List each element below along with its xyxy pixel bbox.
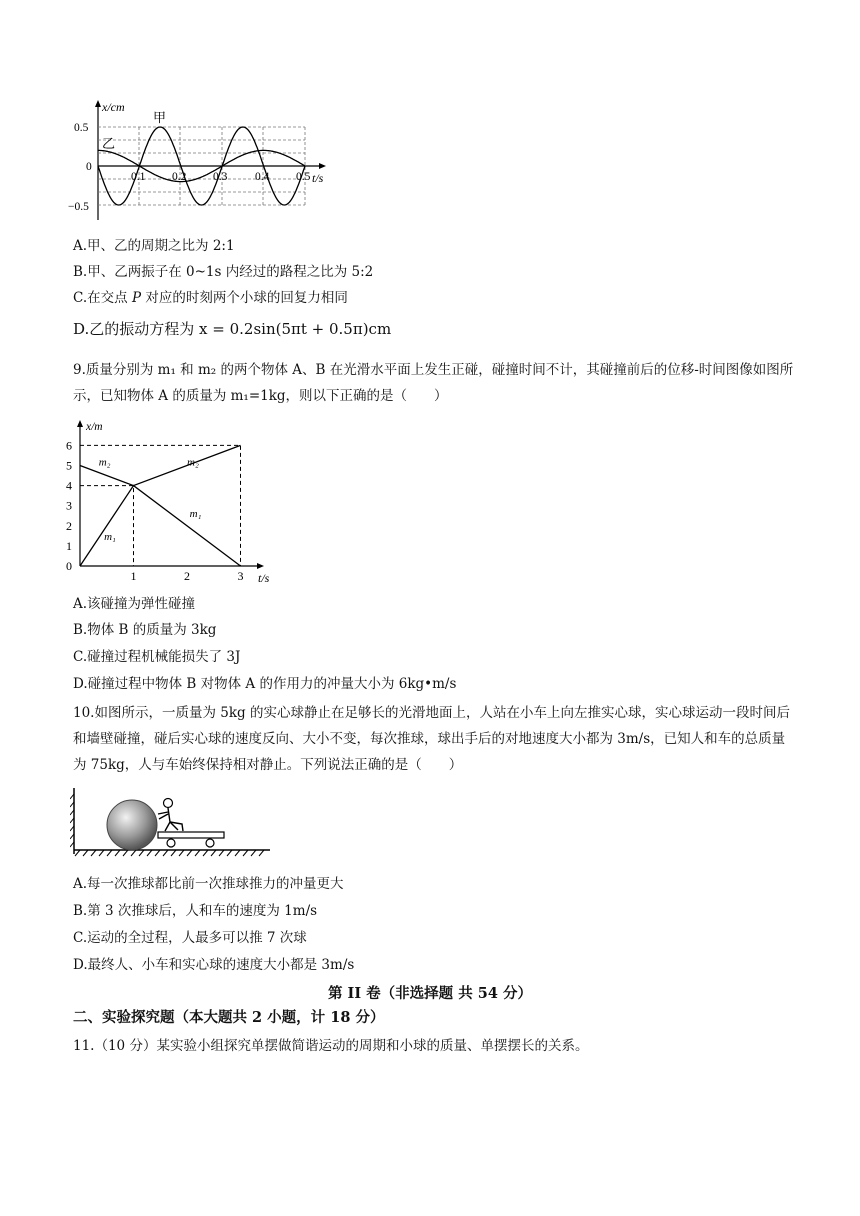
y-tick-neg-0.5: −0.5 <box>68 201 89 213</box>
section-title: 第 II 卷（非选择题 共 54 分） <box>328 985 532 1002</box>
q10-option-a: A.每一次推球都比前一次推球推力的冲量更大 <box>73 876 344 892</box>
displacement-time-chart <box>60 418 290 588</box>
question-9-text: 9.质量分别为 m₁ 和 m₂ 的两个物体 A、B 在光滑水平面上发生正碰，碰撞时间不计，其碰撞前后的位移-时间图像如图所示，已知物体 A 的质量为 m₁=1kg，则以下正确的是（ ） <box>73 362 794 404</box>
label-m1-after: m₁ <box>189 507 202 520</box>
x-tick-0.3: 0.3 <box>213 171 228 183</box>
y-axis-label: x/cm <box>102 100 125 114</box>
label-jia: 甲 <box>153 111 167 126</box>
y-axis-arrow <box>77 420 83 427</box>
x-tick-0.2: 0.2 <box>172 171 187 183</box>
y-tick-2: 2 <box>66 518 72 533</box>
q10-option-c: C.运动的全过程，人最多可以推 7 次球 <box>73 930 307 946</box>
x-tick-1: 1 <box>130 569 137 583</box>
x-tick-3: 3 <box>237 569 244 583</box>
label-m2-after: m₂ <box>187 456 199 469</box>
q9-option-c: C.碰撞过程机械能损失了 3J <box>73 649 241 665</box>
q8-option-d: D.乙的振动方程为 x = 0.2sin(5πt + 0.5π)cm <box>73 320 392 338</box>
x-tick-0.1: 0.1 <box>131 171 146 183</box>
x-tick-0.4: 0.4 <box>255 171 270 183</box>
q10-option-b: B.第 3 次推球后，人和车的速度为 1m/s <box>73 903 318 919</box>
q8-option-c: C.在交点 P 对应的时刻两个小球的回复力相同 <box>73 290 348 306</box>
x-tick-2: 2 <box>184 569 190 583</box>
y-tick-0: 0 <box>86 161 92 173</box>
question-11-text: 11.（10 分）某实验小组探究单摆做简谐运动的周期和小球的质量、单摆摆长的关系。 <box>73 1038 589 1054</box>
x-axis-label: t/s <box>258 571 270 585</box>
series-line-m1 <box>80 486 241 566</box>
y-tick-0.5: 0.5 <box>74 122 89 134</box>
section2-title: 二、实验探究题（本大题共 2 小题，计 18 分） <box>73 1009 385 1026</box>
x-axis-arrow <box>257 563 264 569</box>
y-tick-1: 1 <box>66 538 72 553</box>
label-yi: 乙 <box>102 137 116 152</box>
x-tick-0.5: 0.5 <box>296 171 311 183</box>
y-axis-label: x/m <box>86 421 103 433</box>
label-m1-before: m₁ <box>104 530 116 543</box>
question-10-text: 10.如图所示，一质量为 5kg 的实心球静止在足够长的光滑地面上，人站在小车上向左推实心球，实心球运动一段时间后和墙壁碰撞，碰后实心球的速度反向、大小不变，每次推球，球出手后的对地速度大小都为 3m/s，已知人和车的总质量为 75kg，人与车始终保持相对静止。下列说法正确的是（ ） <box>73 705 790 773</box>
q9-option-d: D.碰撞过程中物体 B 对物体 A 的作用力的冲量大小为 6kg•m/s <box>73 676 457 692</box>
x-axis-label: t/s <box>312 171 324 185</box>
label-m2-before: m₂ <box>98 456 111 469</box>
y-tick-3: 3 <box>66 498 72 513</box>
q9-option-a: A.该碰撞为弹性碰撞 <box>73 596 196 612</box>
y-tick-4: 4 <box>66 478 72 493</box>
ball <box>107 800 157 850</box>
q10-option-d: D.最终人、小车和实心球的速度大小都是 3m/s <box>73 957 355 973</box>
y-tick-5: 5 <box>66 458 72 473</box>
q9-option-b: B.物体 B 的质量为 3kg <box>73 622 217 638</box>
y-tick-0: 0 <box>66 559 72 573</box>
oscillation-graph <box>60 98 340 228</box>
y-tick-6: 6 <box>66 438 72 453</box>
q8-option-a: A.甲、乙的周期之比为 2:1 <box>73 238 235 254</box>
q8-option-b: B.甲、乙两振子在 0~1s 内经过的路程之比为 5:2 <box>73 264 374 280</box>
cart-ball-figure <box>70 786 280 866</box>
